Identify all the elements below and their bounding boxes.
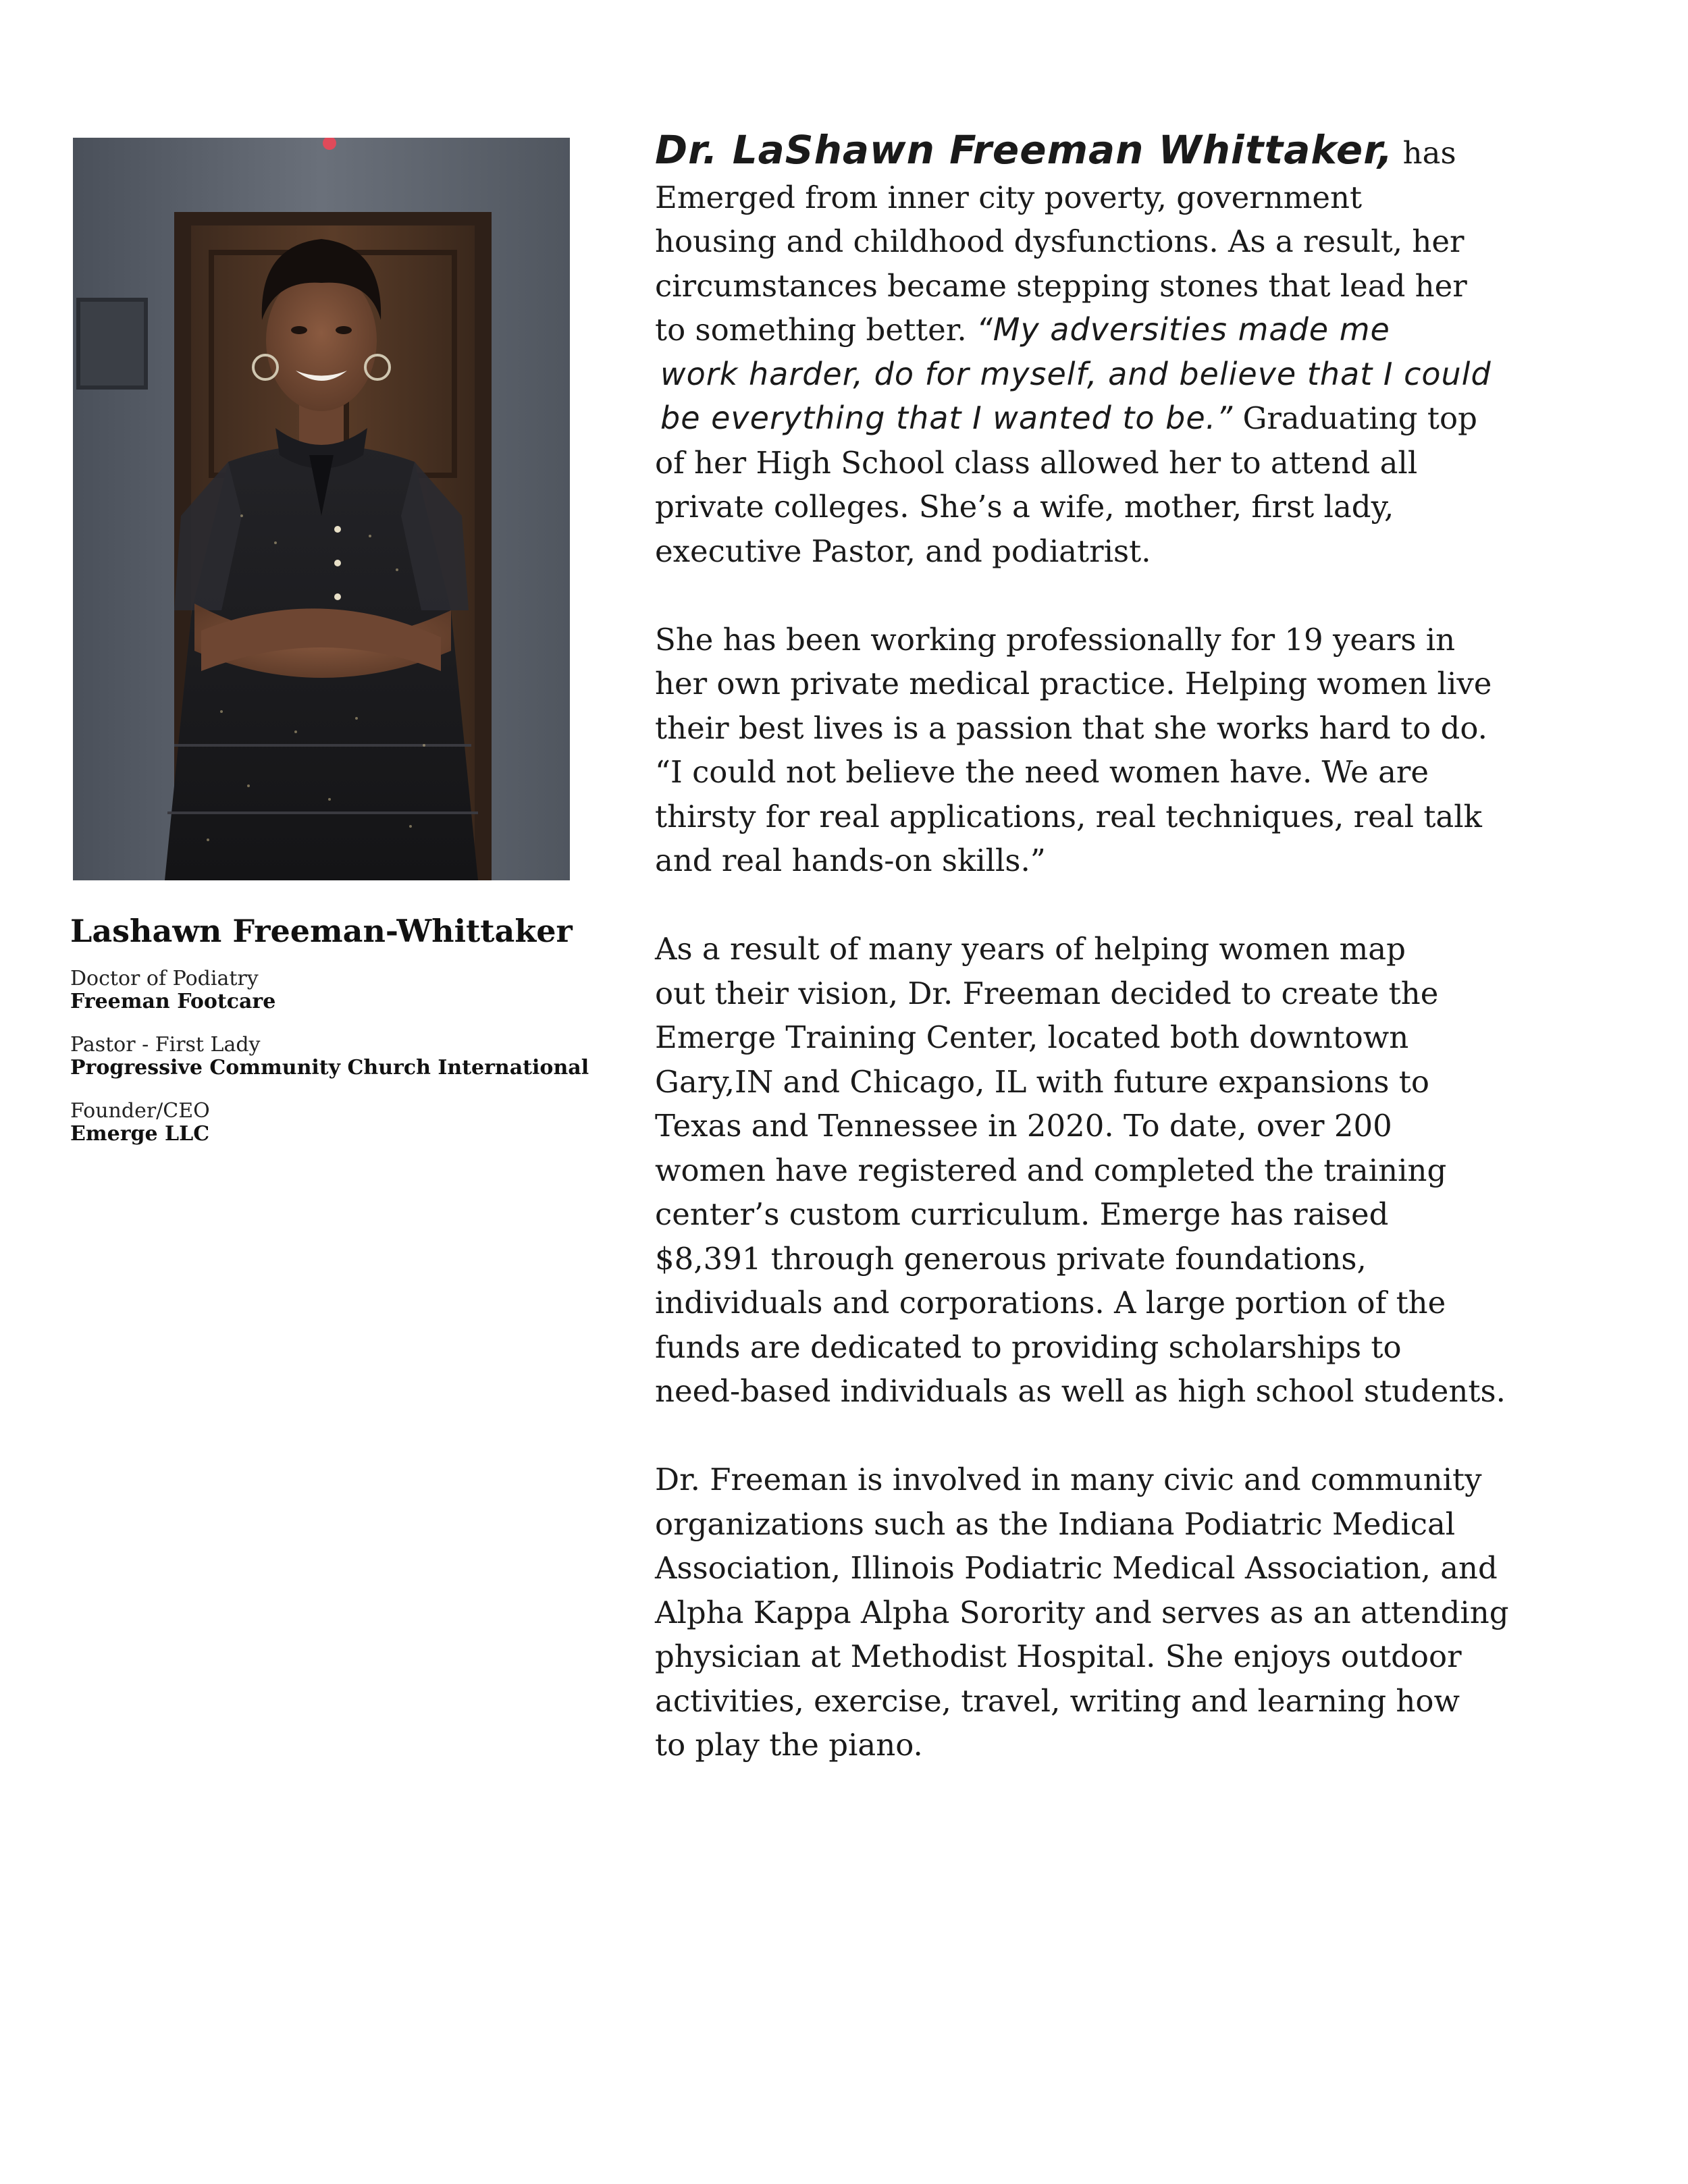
role-entry — [70, 1100, 624, 1146]
role-title: Pastor - First Lady — [70, 1033, 261, 1057]
bio-line: funds are dedicated to providing scholarships to — [655, 1329, 1402, 1365]
bio-quote: “My adversities made me — [976, 311, 1390, 348]
role-title: Founder/CEO — [70, 1099, 210, 1123]
bio-line: out their vision, Dr. Freeman decided to create the — [655, 975, 1439, 1011]
bio-line: and real hands-on skills.” — [655, 843, 1046, 878]
bio-line — [655, 352, 1614, 397]
bio-line: their best lives is a passion that she works hard to do. — [655, 710, 1487, 746]
bio-line: activities, exercise, travel, writing and learning how — [655, 1682, 1460, 1719]
bio-line: $8,391 through generous private foundations, — [655, 1240, 1367, 1277]
bio-line: thirsty for real applications, real techniques, real talk — [655, 798, 1482, 834]
bio-paragraph-3 — [655, 927, 1614, 1414]
bio-text: to something better. — [655, 312, 976, 348]
role-title: Doctor of Podiatry — [70, 967, 259, 991]
bio-line: Texas and Tennessee in 2020. To date, over 200 — [655, 1108, 1392, 1144]
bio-text: has — [1393, 135, 1456, 171]
profile-card — [70, 913, 624, 1166]
role-organization: Freeman Footcare — [70, 990, 276, 1014]
bio-line: “I could not believe the need women have. We are — [655, 754, 1429, 790]
bio-paragraph-2 — [655, 618, 1614, 883]
bio-line: She has been working professionally for 19 years in — [655, 621, 1456, 658]
portrait-photo — [73, 138, 570, 880]
bio-line: individuals and corporations. A large portion of the — [655, 1285, 1446, 1321]
bio-line: executive Pastor, and podiatrist. — [655, 533, 1151, 569]
role-organization: Progressive Community Church International — [70, 1056, 589, 1080]
bio-line: her own private medical practice. Helping women live — [655, 666, 1492, 701]
role-entry — [70, 967, 624, 1013]
bio-line: center’s custom curriculum. Emerge has raised — [655, 1196, 1389, 1232]
person-name: Lashawn Freeman-Whittaker — [70, 913, 573, 949]
bio-paragraph-4 — [655, 1458, 1614, 1767]
bio-line: organizations such as the Indiana Podiatric Medical — [655, 1506, 1456, 1542]
bio-line: Emerged from inner city poverty, government — [655, 179, 1363, 215]
bio-line: Association, Illinois Podiatric Medical Association, and — [655, 1550, 1498, 1586]
bio-line: Dr. Freeman is involved in many civic and community — [655, 1462, 1482, 1497]
bio-line: physician at Methodist Hospital. She enjoys outdoor — [655, 1639, 1462, 1674]
bio-line: Gary,IN and Chicago, IL with future expansions to — [655, 1063, 1429, 1100]
bio-line — [655, 396, 1614, 441]
bio-line: to play the piano. — [655, 1727, 923, 1763]
bio-line: private colleges. She’s a wife, mother, first lady, — [655, 489, 1394, 525]
bio-line: of her High School class allowed her to attend all — [655, 444, 1418, 481]
bio-line — [655, 308, 1614, 352]
bio-quote: work harder, do for myself, and believe that I could — [660, 355, 1492, 392]
bio-line: need-based individuals as well as high school students. — [655, 1373, 1506, 1409]
bio-paragraph-1 — [655, 128, 1614, 573]
portrait-photo-icon — [73, 138, 570, 880]
bio-line: women have registered and completed the training — [655, 1152, 1447, 1188]
biography — [655, 128, 1614, 1811]
bio-line: Alpha Kappa Alpha Sorority and serves as an attending — [655, 1594, 1509, 1630]
bio-lead-name: Dr. LaShawn Freeman Whittaker, — [655, 127, 1394, 173]
bio-line: As a result of many years of helping women map — [655, 931, 1406, 967]
role-entry — [70, 1034, 624, 1080]
bio-line: Emerge Training Center, located both downtown — [655, 1019, 1409, 1055]
bio-line: housing and childhood dysfunctions. As a result, her — [655, 223, 1465, 259]
role-organization: Emerge LLC — [70, 1122, 210, 1146]
bio-line: circumstances became stepping stones that lead her — [655, 267, 1467, 304]
bio-quote: be everything that I wanted to be.” — [660, 400, 1234, 436]
bio-line — [655, 128, 1614, 176]
bio-text: Graduating top — [1233, 400, 1477, 436]
